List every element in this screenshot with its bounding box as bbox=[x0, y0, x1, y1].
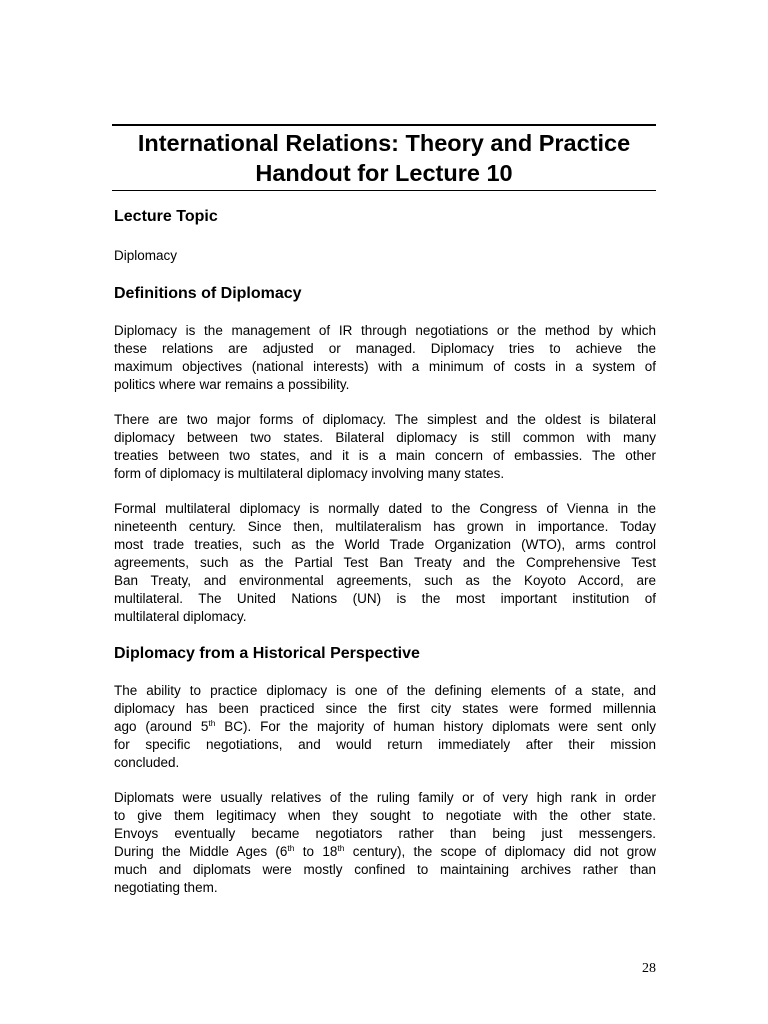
text-line: The ability to practice diplomacy is one of the defining elements of a state, and bbox=[114, 683, 656, 698]
text-line: these relations are adjusted or managed. Diplomacy tries to achieve the bbox=[114, 341, 656, 356]
superscript: th bbox=[337, 843, 345, 853]
historical-paragraph-1 bbox=[114, 682, 656, 772]
text-line: Ban Treaty, and environmental agreements, such as the Koyoto Accord, are bbox=[114, 573, 656, 588]
text-line: There are two major forms of diplomacy. The simplest and the oldest is bilateral bbox=[114, 412, 656, 427]
text-line: treaties between two states, and it is a main concern of embassies. The other bbox=[114, 448, 656, 463]
text-line: nineteenth century. Since then, multilateralism has grown in importance. Today bbox=[114, 519, 656, 534]
text-line: concluded. bbox=[114, 755, 180, 770]
text-line: multilateral. The United Nations (UN) is the most important institution of bbox=[114, 591, 656, 606]
text-fragment: BC). For the majority of human history diplomats were sent only bbox=[215, 719, 656, 734]
superscript: th bbox=[208, 718, 216, 728]
text-fragment: century), the scope of diplomacy did not grow bbox=[344, 844, 656, 859]
text-line: Formal multilateral diplomacy is normally dated to the Congress of Vienna in the bbox=[114, 501, 656, 516]
text-line: for specific negotiations, and would return immediately after their mission bbox=[114, 737, 656, 752]
historical-paragraph-2 bbox=[114, 789, 656, 897]
text-line bbox=[114, 718, 656, 736]
text-line: much and diplomats were mostly confined to maintaining archives rather than bbox=[114, 862, 656, 877]
text-line: politics where war remains a possibility. bbox=[114, 377, 350, 392]
text-line: form of diplomacy is multilateral diplomacy involving many states. bbox=[114, 466, 505, 481]
text-fragment: to 18 bbox=[294, 844, 338, 859]
text-line: negotiating them. bbox=[114, 880, 218, 895]
definitions-paragraph-3 bbox=[114, 500, 656, 626]
text-line: agreements, such as the Partial Test Ban Treaty and the Comprehensive Test bbox=[114, 555, 656, 570]
text-line: Diplomacy is the management of IR through negotiations or the method by which bbox=[114, 323, 656, 338]
text-line: maximum objectives (national interests) with a minimum of costs in a system of bbox=[114, 359, 656, 374]
page-number: 28 bbox=[642, 961, 656, 976]
document-title bbox=[112, 124, 656, 191]
historical-heading: Diplomacy from a Historical Perspective bbox=[114, 645, 420, 662]
title-line-1: International Relations: Theory and Practice bbox=[137, 130, 631, 156]
title-line-2: Handout for Lecture 10 bbox=[255, 160, 513, 186]
text-line: multilateral diplomacy. bbox=[114, 609, 247, 624]
text-fragment: During the Middle Ages (6 bbox=[114, 844, 288, 859]
text-line: diplomacy has been practiced since the first city states were formed millennia bbox=[114, 701, 656, 716]
definitions-paragraph-1 bbox=[114, 322, 656, 394]
lecture-topic-value: Diplomacy bbox=[114, 248, 178, 263]
text-fragment: ago (around 5 bbox=[114, 719, 209, 734]
text-line: to give them legitimacy when they sought to negotiate with the other state. bbox=[114, 808, 656, 823]
text-line: most trade treaties, such as the World Trade Organization (WTO), arms control bbox=[114, 537, 656, 552]
definitions-paragraph-2 bbox=[114, 411, 656, 483]
definitions-heading: Definitions of Diplomacy bbox=[114, 285, 302, 302]
text-line: Diplomats were usually relatives of the ruling family or of very high rank in order bbox=[114, 790, 656, 805]
text-line bbox=[114, 843, 656, 861]
superscript: th bbox=[287, 843, 295, 853]
text-line: Envoys eventually became negotiators rather than being just messengers. bbox=[114, 826, 656, 841]
lecture-topic-heading: Lecture Topic bbox=[114, 208, 218, 225]
text-line: diplomacy between two states. Bilateral diplomacy is still common with many bbox=[114, 430, 656, 445]
